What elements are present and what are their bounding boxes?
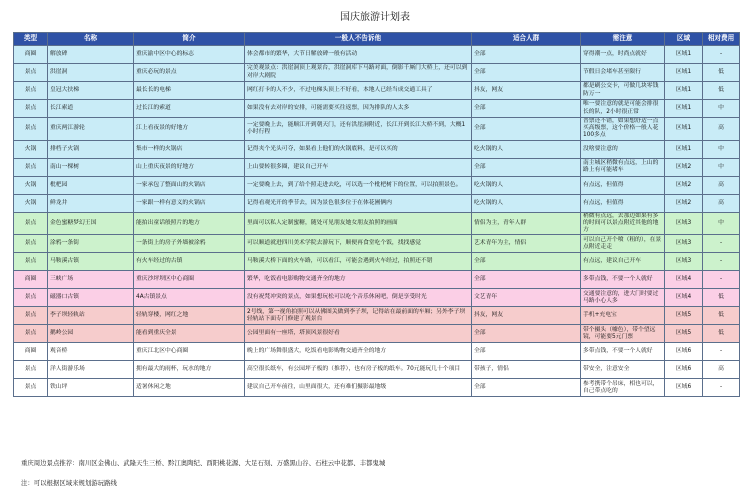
cell-intro: 一家承包了整面山的火锅店: [134, 176, 245, 194]
cell-region: 区域5: [665, 307, 703, 325]
cell-cost: 低: [703, 289, 740, 307]
cell-type: 火锅: [14, 176, 48, 194]
cell-name: 涂鸦一条街: [48, 235, 134, 253]
table-row: [14, 325, 740, 343]
cell-cost: 低: [703, 82, 740, 100]
cell-cost: 低: [703, 325, 740, 343]
table-row: [14, 194, 740, 212]
header-note: 需注意: [581, 33, 665, 46]
cell-region: 区域3: [665, 212, 703, 235]
cell-type: 商圈: [14, 271, 48, 289]
cell-type: 商圈: [14, 46, 48, 64]
cell-type: 火锅: [14, 140, 48, 158]
cell-name: 解放碑: [48, 46, 134, 64]
cell-region: 区域2: [665, 158, 703, 176]
table-row: [14, 212, 740, 235]
cell-intro: 江上看夜景的好地方: [134, 118, 245, 141]
cell-crowd: 全部: [472, 325, 581, 343]
cell-tips: 可以顺道就进四川美术学院去游玩下，顺便再食堂吃个饭，找找感觉: [245, 235, 472, 253]
cell-region: 区域1: [665, 64, 703, 82]
cell-region: 区域1: [665, 82, 703, 100]
table-row: [14, 64, 740, 82]
cell-type: 景点: [14, 289, 48, 307]
cell-cost: -: [703, 343, 740, 361]
cell-name: 铁山坪: [48, 379, 134, 397]
cell-region: 区域3: [665, 253, 703, 271]
cell-note: 穿得潮一点，时尚点就好: [581, 46, 665, 64]
cell-cost: -: [703, 235, 740, 253]
cell-note: 都是刷公交卡，可做几块零钱防万一: [581, 82, 665, 100]
cell-name: 马鞍溪古镇: [48, 253, 134, 271]
cell-region: 区域3: [665, 235, 703, 253]
cell-tips: 如果没有去对岸的安排，可能需要买往返票，因为排队的人太多: [245, 100, 472, 118]
cell-cost: -: [703, 46, 740, 64]
cell-region: 区域6: [665, 361, 703, 379]
cell-intro: 一条街上的房子外墙被涂鸦: [134, 235, 245, 253]
cell-crowd: 抖友，网友: [472, 307, 581, 325]
cell-region: 区域1: [665, 118, 703, 141]
cell-tips: 记得夹个光头可夺，如果看上他们的火锅底料，是可以买的: [245, 140, 472, 158]
cell-name: 观音桥: [48, 343, 134, 361]
cell-cost: 低: [703, 307, 740, 325]
cell-cost: 高: [703, 361, 740, 379]
table-row: [14, 140, 740, 158]
cell-note: 有点远，但值得: [581, 194, 665, 212]
travel-plan-table: [13, 32, 740, 397]
cell-tips: 里面可以私人定制蜜糖，随处可见朋友她女朋友拍照的画面: [245, 212, 472, 235]
header-region: 区域: [665, 33, 703, 46]
cell-tips: 上山要转很多圈，建议自己开车: [245, 158, 472, 176]
cell-type: 景点: [14, 325, 48, 343]
cell-name: 枇杷园: [48, 176, 134, 194]
cell-type: 景点: [14, 100, 48, 118]
cell-crowd: 文艺青年: [472, 289, 581, 307]
footer-note: 注：可以根据区域来规划游玩路线: [21, 479, 117, 487]
cell-intro: 集市一样的火锅店: [134, 140, 245, 158]
cell-note: 带安全，注意安全: [581, 361, 665, 379]
cell-note: 手机+充电宝: [581, 307, 665, 325]
cell-region: 区域6: [665, 379, 703, 397]
cell-intro: 重庆渝中区中心的标志: [134, 46, 245, 64]
cell-tips: 记得看观光开的季节去，因为景色很多位于在体花圃俩内: [245, 194, 472, 212]
cell-crowd: 艺术青年为主，情侣: [472, 235, 581, 253]
header-name: 名称: [48, 33, 134, 46]
header-intro: 简介: [134, 33, 245, 46]
cell-note: 带个摄头（噱色），带个望远镜，可能要5元门票: [581, 325, 665, 343]
cell-note: 参考携带个吊床，相也可以，自己带点吃的: [581, 379, 665, 397]
table-row: [14, 253, 740, 271]
cell-name: 李子坝轻轨站: [48, 307, 134, 325]
cell-cost: 中: [703, 212, 740, 235]
table-row: [14, 271, 740, 289]
page-title: 国庆旅游计划表: [340, 12, 410, 23]
cell-tips: 一定要晚上去，能顺江开到朝天门，还有洪崖洞附近，长江开到长江大桥不到，大概1小时行程: [245, 118, 472, 141]
cell-region: 区域5: [665, 325, 703, 343]
cell-tips: 体会都市的繁华，大节日解放碑一般有活动: [245, 46, 472, 64]
cell-cost: 中: [703, 158, 740, 176]
cell-type: 景点: [14, 212, 48, 235]
cell-intro: 能拍出童话般照片的地方: [134, 212, 245, 235]
cell-intro: 4A古镇景点: [134, 289, 245, 307]
cell-crowd: 全部: [472, 118, 581, 141]
cell-type: 景点: [14, 64, 48, 82]
cell-tips: 网红打卡的人不少，不过电梯头顶上不好看，本地人已经当成交通工具了: [245, 82, 472, 100]
table-row: [14, 158, 740, 176]
cell-type: 景点: [14, 235, 48, 253]
header-cost: 相对费用: [703, 33, 740, 46]
cell-crowd: 吃火锅的人: [472, 176, 581, 194]
cell-tips: 繁华，吃饭看电影购物交通齐全的地方: [245, 271, 472, 289]
cell-type: 景点: [14, 379, 48, 397]
cell-crowd: 情侣为主，青年人群: [472, 212, 581, 235]
cell-intro: 一家跟一样有意义的火锅店: [134, 194, 245, 212]
table-row: [14, 343, 740, 361]
cell-intro: 过长江的索道: [134, 100, 245, 118]
cell-type: 景点: [14, 82, 48, 100]
cell-cost: 高: [703, 194, 740, 212]
footer-recommendations: 重庆周边景点推荐：南川区金佛山、武隆天生三桥、黔江奥陶纪、酉阳桃花源、大足石刻、万盛黑山谷、石柱云中花都、丰都鬼城: [21, 459, 386, 467]
cell-note: 唯一要注意的就是可能会排很长的队，2小时很正常: [581, 100, 665, 118]
cell-intro: 拥有最大的雨杯，玩水的地方: [134, 361, 245, 379]
table-row: [14, 235, 740, 253]
cell-region: 区域4: [665, 289, 703, 307]
cell-name: 重庆两江游轮: [48, 118, 134, 141]
cell-note: 多带点钱，不要一个人就好: [581, 271, 665, 289]
header-crowd: 适合人群: [472, 33, 581, 46]
cell-name: 三峡广场: [48, 271, 134, 289]
cell-name: 南山一棵树: [48, 158, 134, 176]
cell-note: 多带点钱，不要一个人就好: [581, 343, 665, 361]
cell-cost: 中: [703, 100, 740, 118]
cell-type: 火锅: [14, 194, 48, 212]
cell-tips: 一定要晚上去，到了给个照走进去吃，可以选一个枇杷树下的位置，可以拍照景色。: [245, 176, 472, 194]
cell-name: 长江索道: [48, 100, 134, 118]
cell-crowd: 全部: [472, 64, 581, 82]
cell-note: 有点远，建议自己开车: [581, 253, 665, 271]
cell-note: 交通要注意的，进大门时要过马路小心人多: [581, 289, 665, 307]
cell-crowd: 吃火锅的人: [472, 194, 581, 212]
cell-crowd: 全部: [472, 379, 581, 397]
cell-tips: 2号线，第一视角拍照可以从佛图关做到李子坝，记得站在最前面的车厢；另外李子坝轻轨站下面专门修建了观景台: [245, 307, 472, 325]
cell-region: 区域2: [665, 176, 703, 194]
cell-crowd: 全部: [472, 46, 581, 64]
cell-tips: 建议自己开车前往，山里面很大，还有难们摄影最地级: [245, 379, 472, 397]
table-body: [14, 46, 740, 397]
cell-cost: 高: [703, 176, 740, 194]
cell-name: 鹅岭公园: [48, 325, 134, 343]
cell-region: 区域6: [665, 343, 703, 361]
cell-type: 商圈: [14, 343, 48, 361]
header-tips: 一般人不告诉他: [245, 33, 472, 46]
table-row: [14, 82, 740, 100]
cell-region: 区域1: [665, 100, 703, 118]
cell-note: 稍微有点远，去那边如果有多的时间可以景点附近其他的地方: [581, 212, 665, 235]
cell-region: 区域1: [665, 46, 703, 64]
cell-region: 区域4: [665, 271, 703, 289]
cell-name: 排档子火锅: [48, 140, 134, 158]
cell-note: 南主城区稍微有点远，上山的路上有可能堵车: [581, 158, 665, 176]
cell-intro: 重庆必玩的景点: [134, 64, 245, 82]
cell-intro: 最长长的电梯: [134, 82, 245, 100]
cell-tips: 晚上的广场舞很盛大，吃饭看电影购物交通齐全的地方: [245, 343, 472, 361]
cell-intro: 重庆江北区中心商圈: [134, 343, 245, 361]
cell-tips: 完美观景点：洪崖洞顶上观景台，洪崖洞库下马路对面，倒影千厮门大桥上，还可以到对岸大剧院: [245, 64, 472, 82]
cell-note: 没啥要注意的: [581, 140, 665, 158]
cell-type: 景点: [14, 253, 48, 271]
cell-crowd: 全部: [472, 343, 581, 361]
cell-name: 金色蜜糖梦幻王国: [48, 212, 134, 235]
cell-intro: 适暑休闲之地: [134, 379, 245, 397]
table-row: [14, 46, 740, 64]
cell-crowd: 带孩子，情侣: [472, 361, 581, 379]
cell-name: 洋人街游乐场: [48, 361, 134, 379]
cell-note: 普票还不错，如果想舒适一点买高级票，这个价格一般人花100多点: [581, 118, 665, 141]
cell-region: 区域2: [665, 194, 703, 212]
table-row: [14, 100, 740, 118]
cell-type: 景点: [14, 307, 48, 325]
cell-crowd: 全部: [472, 271, 581, 289]
cell-tips: 公园里面有一座塔，塔顶风景很好看: [245, 325, 472, 343]
table-row: [14, 118, 740, 141]
cell-cost: -: [703, 271, 740, 289]
header-type: 类型: [14, 33, 48, 46]
table-header-row: [14, 33, 740, 46]
cell-note: 有点远，但值得: [581, 176, 665, 194]
cell-tips: 马鞍溪大桥下面的火车路，可以看江，可能会遇到火车经过，拍照还不错: [245, 253, 472, 271]
cell-intro: 轻轨穿楼，网红之地: [134, 307, 245, 325]
cell-name: 皇冠大扶梯: [48, 82, 134, 100]
cell-note: 节假日会堵车甚至限行: [581, 64, 665, 82]
cell-cost: -: [703, 379, 740, 397]
cell-cost: -: [703, 253, 740, 271]
cell-crowd: 吃火锅的人: [472, 140, 581, 158]
cell-name: 磁器口古镇: [48, 289, 134, 307]
table-row: [14, 176, 740, 194]
cell-crowd: 全部: [472, 100, 581, 118]
cell-intro: 有火车经过的古镇: [134, 253, 245, 271]
cell-cost: 中: [703, 140, 740, 158]
cell-name: 鲜龙井: [48, 194, 134, 212]
table-row: [14, 289, 740, 307]
cell-type: 景点: [14, 158, 48, 176]
cell-intro: 山上重庆夜景的好地方: [134, 158, 245, 176]
cell-type: 景点: [14, 118, 48, 141]
cell-intro: 重庆沙坪坝区中心商圈: [134, 271, 245, 289]
cell-intro: 能看到重庆全景: [134, 325, 245, 343]
cell-tips: 高空很长纸车，有公园坪子板的（推荐），也有房子板的纸车。70元能玩几十个项目: [245, 361, 472, 379]
cell-note: 可以自己开个喷（租的），在景点附近走走: [581, 235, 665, 253]
cell-cost: 高: [703, 118, 740, 141]
table-row: [14, 361, 740, 379]
cell-name: 洪崖洞: [48, 64, 134, 82]
cell-cost: 低: [703, 64, 740, 82]
cell-region: 区域1: [665, 140, 703, 158]
cell-type: 景点: [14, 361, 48, 379]
table-row: [14, 379, 740, 397]
cell-tips: 没有祝梵冲突的景点，如果想玩松可以吃个音乐休闲吧，倒是享受时光: [245, 289, 472, 307]
cell-crowd: 全部: [472, 253, 581, 271]
cell-crowd: 全部: [472, 158, 581, 176]
cell-crowd: 抖友，网友: [472, 82, 581, 100]
table-row: [14, 307, 740, 325]
